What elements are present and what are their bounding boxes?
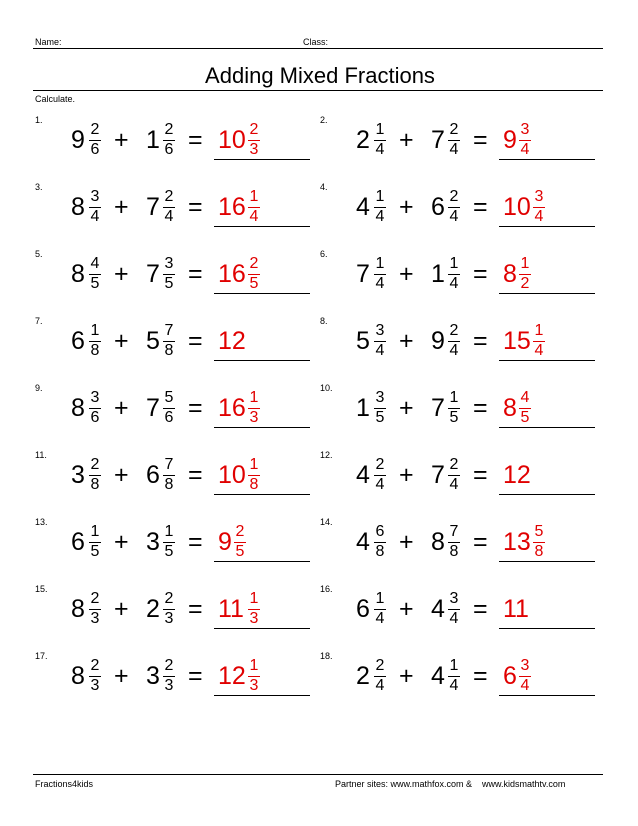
answer-line — [499, 360, 595, 361]
footer-left: Fractions4kids — [35, 779, 94, 789]
name-class-line — [33, 48, 603, 49]
plus-sign: + — [114, 461, 129, 489]
term-a-whole: 8 — [71, 662, 85, 690]
answer-numerator: 3 — [534, 188, 544, 205]
answer-line — [499, 427, 595, 428]
answer-denominator: 5 — [235, 543, 245, 560]
answer-numerator: 2 — [235, 523, 245, 540]
answer-denominator: 3 — [249, 610, 259, 627]
answer-line — [214, 561, 310, 562]
plus-sign: + — [399, 394, 414, 422]
term-b-whole: 9 — [431, 327, 445, 355]
answer-whole: 12 — [503, 461, 531, 489]
problem-number: 4. — [320, 182, 328, 192]
term-b-denominator: 4 — [449, 342, 459, 359]
answer-line — [214, 293, 310, 294]
term-a-whole: 4 — [356, 461, 370, 489]
answer-whole: 8 — [503, 394, 517, 422]
answer-denominator: 8 — [534, 543, 544, 560]
equals-sign: = — [188, 327, 203, 355]
problem-number: 18. — [320, 651, 333, 661]
equals-sign: = — [188, 461, 203, 489]
term-b-denominator: 3 — [164, 677, 174, 694]
problem-number: 6. — [320, 249, 328, 259]
term-a-numerator: 2 — [90, 456, 100, 473]
plus-sign: + — [114, 260, 129, 288]
term-b-numerator: 1 — [449, 389, 459, 406]
answer-numerator: 1 — [249, 590, 259, 607]
problem-number: 7. — [35, 316, 43, 326]
term-b-numerator: 2 — [449, 456, 459, 473]
term-b-numerator: 2 — [164, 590, 174, 607]
equals-sign: = — [473, 394, 488, 422]
answer-numerator: 5 — [534, 523, 544, 540]
answer-whole: 11 — [503, 595, 529, 623]
term-b-numerator: 1 — [449, 657, 459, 674]
answer-denominator: 2 — [520, 275, 530, 292]
plus-sign: + — [114, 193, 129, 221]
problem-number: 14. — [320, 517, 333, 527]
answer-numerator: 1 — [249, 456, 259, 473]
answer-numerator: 1 — [249, 657, 259, 674]
equals-sign: = — [473, 461, 488, 489]
answer-whole: 10 — [503, 193, 531, 221]
term-b-whole: 4 — [431, 595, 445, 623]
term-a-numerator: 3 — [375, 389, 385, 406]
term-a-denominator: 4 — [375, 610, 385, 627]
term-a-denominator: 3 — [90, 677, 100, 694]
term-b-whole: 6 — [431, 193, 445, 221]
equals-sign: = — [473, 193, 488, 221]
answer-whole: 12 — [218, 662, 246, 690]
term-a-denominator: 8 — [375, 543, 385, 560]
answer-denominator: 5 — [520, 409, 530, 426]
problem-number: 16. — [320, 584, 333, 594]
answer-line — [499, 494, 595, 495]
term-a-numerator: 1 — [375, 121, 385, 138]
plus-sign: + — [399, 327, 414, 355]
term-a-whole: 7 — [356, 260, 370, 288]
answer-numerator: 2 — [249, 121, 259, 138]
term-a-whole: 6 — [71, 528, 85, 556]
term-a-denominator: 5 — [375, 409, 385, 426]
title-underline — [33, 90, 603, 91]
answer-line — [214, 159, 310, 160]
problem-number: 11. — [35, 450, 47, 460]
equals-sign: = — [188, 662, 203, 690]
plus-sign: + — [399, 461, 414, 489]
term-a-numerator: 3 — [90, 188, 100, 205]
term-a-denominator: 8 — [90, 342, 100, 359]
term-b-denominator: 8 — [164, 342, 174, 359]
term-b-numerator: 2 — [164, 188, 174, 205]
term-b-whole: 1 — [431, 260, 445, 288]
answer-line — [499, 226, 595, 227]
answer-whole: 10 — [218, 126, 246, 154]
equals-sign: = — [473, 595, 488, 623]
instruction-text: Calculate. — [35, 94, 76, 104]
answer-whole: 12 — [218, 327, 246, 355]
term-a-numerator: 4 — [90, 255, 100, 272]
answer-denominator: 8 — [249, 476, 259, 493]
term-a-denominator: 4 — [375, 677, 385, 694]
term-a-numerator: 2 — [90, 657, 100, 674]
problem-number: 13. — [35, 517, 48, 527]
term-a-denominator: 4 — [375, 275, 385, 292]
answer-denominator: 4 — [249, 208, 259, 225]
term-a-denominator: 4 — [375, 208, 385, 225]
term-b-whole: 7 — [146, 394, 160, 422]
answer-numerator: 3 — [520, 657, 530, 674]
term-a-numerator: 1 — [375, 188, 385, 205]
term-b-numerator: 3 — [449, 590, 459, 607]
plus-sign: + — [114, 126, 129, 154]
answer-denominator: 3 — [249, 409, 259, 426]
footer-line — [33, 774, 603, 775]
answer-denominator: 3 — [249, 677, 259, 694]
plus-sign: + — [399, 662, 414, 690]
equals-sign: = — [473, 126, 488, 154]
problem-number: 12. — [320, 450, 333, 460]
equals-sign: = — [188, 126, 203, 154]
plus-sign: + — [399, 126, 414, 154]
answer-line — [214, 226, 310, 227]
term-b-whole: 6 — [146, 461, 160, 489]
term-b-numerator: 1 — [164, 523, 174, 540]
term-a-numerator: 1 — [375, 590, 385, 607]
answer-denominator: 4 — [520, 141, 530, 158]
answer-whole: 11 — [218, 595, 244, 623]
equals-sign: = — [473, 260, 488, 288]
term-b-denominator: 4 — [449, 141, 459, 158]
answer-line — [499, 628, 595, 629]
problem-number: 5. — [35, 249, 43, 259]
answer-whole: 15 — [503, 327, 531, 355]
answer-denominator: 4 — [534, 208, 544, 225]
plus-sign: + — [399, 528, 414, 556]
term-b-denominator: 3 — [164, 610, 174, 627]
term-a-whole: 2 — [356, 662, 370, 690]
term-b-denominator: 5 — [164, 275, 174, 292]
answer-denominator: 3 — [249, 141, 259, 158]
term-a-denominator: 6 — [90, 141, 100, 158]
term-a-whole: 8 — [71, 394, 85, 422]
plus-sign: + — [399, 595, 414, 623]
equals-sign: = — [188, 528, 203, 556]
term-a-whole: 5 — [356, 327, 370, 355]
term-b-numerator: 7 — [449, 523, 459, 540]
equals-sign: = — [188, 394, 203, 422]
term-b-denominator: 4 — [449, 677, 459, 694]
term-b-numerator: 2 — [164, 121, 174, 138]
term-b-denominator: 8 — [164, 476, 174, 493]
plus-sign: + — [114, 662, 129, 690]
problem-number: 3. — [35, 182, 43, 192]
plus-sign: + — [114, 528, 129, 556]
answer-whole: 10 — [218, 461, 246, 489]
term-a-numerator: 2 — [90, 590, 100, 607]
term-a-denominator: 3 — [90, 610, 100, 627]
term-b-numerator: 2 — [449, 188, 459, 205]
term-b-numerator: 7 — [164, 456, 174, 473]
answer-whole: 9 — [503, 126, 517, 154]
term-a-whole: 6 — [71, 327, 85, 355]
answer-denominator: 4 — [520, 677, 530, 694]
plus-sign: + — [399, 260, 414, 288]
term-b-numerator: 7 — [164, 322, 174, 339]
term-a-numerator: 2 — [375, 657, 385, 674]
term-b-whole: 7 — [431, 394, 445, 422]
term-a-whole: 8 — [71, 595, 85, 623]
term-a-denominator: 5 — [90, 275, 100, 292]
answer-numerator: 1 — [534, 322, 544, 339]
term-a-denominator: 5 — [90, 543, 100, 560]
term-a-denominator: 8 — [90, 476, 100, 493]
term-a-numerator: 3 — [375, 322, 385, 339]
equals-sign: = — [188, 193, 203, 221]
term-b-whole: 7 — [146, 193, 160, 221]
problem-number: 1. — [35, 115, 43, 125]
term-b-whole: 3 — [146, 528, 160, 556]
term-b-numerator: 3 — [164, 255, 174, 272]
problem-number: 8. — [320, 316, 328, 326]
term-b-numerator: 5 — [164, 389, 174, 406]
answer-numerator: 3 — [520, 121, 530, 138]
term-b-whole: 2 — [146, 595, 160, 623]
footer-right: Partner sites: www.mathfox.com & www.kidsmathtv.com — [335, 779, 566, 789]
problem-number: 15. — [35, 584, 48, 594]
term-a-whole: 8 — [71, 193, 85, 221]
answer-line — [214, 494, 310, 495]
term-b-denominator: 5 — [164, 543, 174, 560]
equals-sign: = — [473, 327, 488, 355]
answer-line — [214, 427, 310, 428]
page-title: Adding Mixed Fractions — [205, 63, 435, 88]
term-a-whole: 8 — [71, 260, 85, 288]
term-b-numerator: 1 — [449, 255, 459, 272]
term-a-denominator: 4 — [375, 141, 385, 158]
plus-sign: + — [114, 394, 129, 422]
term-b-whole: 4 — [431, 662, 445, 690]
answer-whole: 9 — [218, 528, 232, 556]
term-a-whole: 3 — [71, 461, 85, 489]
answer-line — [214, 360, 310, 361]
term-b-denominator: 4 — [164, 208, 174, 225]
class-label: Class: — [303, 37, 329, 47]
answer-whole: 6 — [503, 662, 517, 690]
term-a-whole: 4 — [356, 193, 370, 221]
term-b-whole: 1 — [146, 126, 160, 154]
term-a-whole: 1 — [356, 394, 370, 422]
term-a-numerator: 1 — [375, 255, 385, 272]
problem-number: 17. — [35, 651, 48, 661]
term-a-numerator: 1 — [90, 322, 100, 339]
term-b-denominator: 8 — [449, 543, 459, 560]
term-a-whole: 9 — [71, 126, 85, 154]
problem-number: 9. — [35, 383, 43, 393]
term-b-whole: 7 — [431, 126, 445, 154]
term-a-whole: 6 — [356, 595, 370, 623]
term-b-whole: 8 — [431, 528, 445, 556]
equals-sign: = — [473, 528, 488, 556]
answer-whole: 8 — [503, 260, 517, 288]
term-a-denominator: 6 — [90, 409, 100, 426]
problem-number: 10. — [320, 383, 333, 393]
term-a-whole: 4 — [356, 528, 370, 556]
term-b-denominator: 4 — [449, 610, 459, 627]
term-b-whole: 3 — [146, 662, 160, 690]
answer-numerator: 4 — [520, 389, 530, 406]
answer-whole: 16 — [218, 260, 246, 288]
term-b-whole: 7 — [431, 461, 445, 489]
term-b-numerator: 2 — [164, 657, 174, 674]
answer-whole: 13 — [503, 528, 531, 556]
term-b-denominator: 6 — [164, 141, 174, 158]
answer-line — [214, 695, 310, 696]
plus-sign: + — [114, 595, 129, 623]
answer-whole: 16 — [218, 193, 246, 221]
term-a-denominator: 4 — [90, 208, 100, 225]
equals-sign: = — [188, 595, 203, 623]
plus-sign: + — [114, 327, 129, 355]
term-b-denominator: 6 — [164, 409, 174, 426]
name-label: Name: — [35, 37, 62, 47]
term-b-whole: 5 — [146, 327, 160, 355]
answer-denominator: 4 — [534, 342, 544, 359]
equals-sign: = — [473, 662, 488, 690]
term-b-denominator: 4 — [449, 476, 459, 493]
term-a-denominator: 4 — [375, 342, 385, 359]
answer-line — [214, 628, 310, 629]
plus-sign: + — [399, 193, 414, 221]
term-a-numerator: 1 — [90, 523, 100, 540]
answer-line — [499, 695, 595, 696]
problem-number: 2. — [320, 115, 328, 125]
answer-numerator: 1 — [520, 255, 530, 272]
term-a-numerator: 3 — [90, 389, 100, 406]
term-a-denominator: 4 — [375, 476, 385, 493]
answer-denominator: 5 — [249, 275, 259, 292]
answer-numerator: 2 — [249, 255, 259, 272]
term-b-denominator: 4 — [449, 275, 459, 292]
term-a-numerator: 2 — [90, 121, 100, 138]
term-a-numerator: 6 — [375, 523, 385, 540]
term-b-numerator: 2 — [449, 121, 459, 138]
term-b-denominator: 4 — [449, 208, 459, 225]
answer-line — [499, 159, 595, 160]
term-a-whole: 2 — [356, 126, 370, 154]
answer-numerator: 1 — [249, 389, 259, 406]
term-b-whole: 7 — [146, 260, 160, 288]
answer-numerator: 1 — [249, 188, 259, 205]
answer-line — [499, 561, 595, 562]
term-b-numerator: 2 — [449, 322, 459, 339]
term-a-numerator: 2 — [375, 456, 385, 473]
answer-line — [499, 293, 595, 294]
equals-sign: = — [188, 260, 203, 288]
term-b-denominator: 5 — [449, 409, 459, 426]
answer-whole: 16 — [218, 394, 246, 422]
